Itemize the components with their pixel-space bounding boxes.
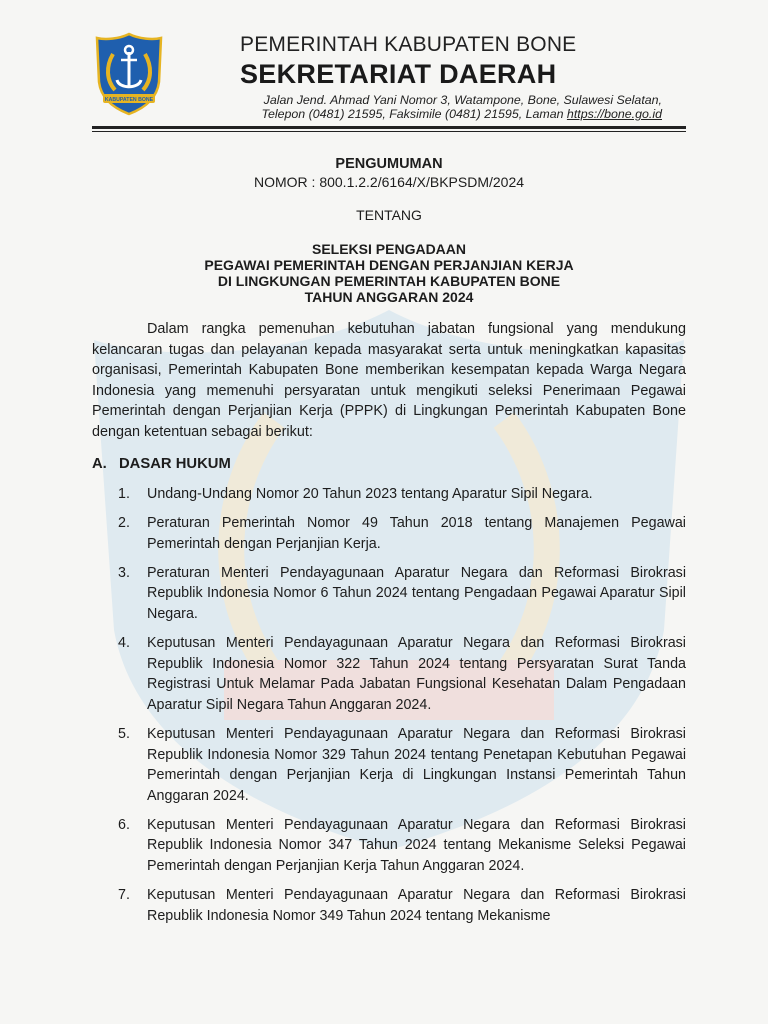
list-item-text: Peraturan Menteri Pendayagunaan Aparatur Negara dan Reformasi Birokrasi Republik Indonesia Nomor 6 Tahun 2024 tentang Pengadaan Pegawai Aparatur Sipil Negara.: [147, 564, 686, 622]
announcement-number: NOMOR : 800.1.2.2/6164/X/BKPSDM/2024: [253, 174, 525, 190]
list-item-number: 2.: [118, 515, 130, 532]
list-item-number: 4.: [118, 635, 130, 652]
office-name: SEKRETARIAT DAERAH: [240, 59, 557, 89]
list-item-text: Peraturan Pemerintah Nomor 49 Tahun 2018 tentang Manajemen Pegawai Pemerintah dengan Perjanjian Kerja.: [147, 515, 686, 552]
list-item: [118, 815, 686, 877]
logo-banner-text: KABUPATEN BONE: [104, 97, 154, 103]
letterhead-rule-thick: [92, 126, 686, 129]
list-item-number: 7.: [118, 887, 130, 904]
contact-text: Telepon (0481) 21595, Faksimile (0481) 21595, Laman: [261, 107, 567, 121]
address-line-2: [222, 107, 662, 121]
list-item: [118, 563, 686, 625]
list-item-text: Keputusan Menteri Pendayagunaan Aparatur Negara dan Reformasi Birokrasi Republik Indonesia Nomor 329 Tahun 2024 tentang Penetapan Kebutuhan Pegawai Pemerintah dengan Perjanjian Kerja di Lingkungan Instansi Pemerintah Tahun Anggaran 2024.: [147, 725, 686, 804]
website-link[interactable]: https://bone.go.id: [566, 107, 662, 121]
list-item: [118, 633, 686, 715]
subject-line-3: DI LINGKUNGAN PEMERINTAH KABUPATEN BONE: [217, 273, 561, 289]
government-name: PEMERINTAH KABUPATEN BONE: [240, 33, 577, 56]
section-a-heading: [92, 456, 231, 472]
list-item-number: 5.: [118, 725, 130, 742]
list-item: [118, 724, 686, 806]
section-letter: A.: [92, 456, 107, 472]
letterhead-rule-thin: [92, 131, 686, 132]
list-item-number: 6.: [118, 816, 130, 833]
list-item: [118, 513, 686, 554]
list-item-text: Keputusan Menteri Pendayagunaan Aparatur Negara dan Reformasi Birokrasi Republik Indonesia Nomor 349 Tahun 2024 tentang Mekanisme: [147, 887, 686, 924]
announcement-label: PENGUMUMAN: [335, 156, 443, 172]
legal-basis-list: [118, 484, 686, 935]
list-item-text: Keputusan Menteri Pendayagunaan Aparatur Negara dan Reformasi Birokrasi Republik Indonesia Nomor 322 Tahun 2024 tentang Persyaratan Surat Tanda Registrasi Untuk Melamar Pada Jabatan Fungsional Kesehatan Dalam Pengadaan Aparatur Sipil Negara Tahun Anggaran 2024.: [147, 635, 686, 713]
subject-line-1: SELEKSI PENGADAAN: [311, 241, 467, 257]
list-item-number: 1.: [118, 486, 130, 502]
subject-line-4: TAHUN ANGGARAN 2024: [304, 289, 474, 305]
list-item-text: Keputusan Menteri Pendayagunaan Aparatur Negara dan Reformasi Birokrasi Republik Indonesia Nomor 347 Tahun 2024 tentang Mekanisme Seleksi Pegawai Pemerintah dengan Perjanjian Kerja Tahun Anggaran 2024.: [147, 816, 686, 874]
address-line-1: Jalan Jend. Ahmad Yani Nomor 3, Watampone, Bone, Sulawesi Selatan,: [263, 93, 662, 107]
about-label: TENTANG: [356, 207, 422, 223]
list-item-text: Undang-Undang Nomor 20 Tahun 2023 tentang Aparatur Sipil Negara.: [147, 486, 593, 502]
list-item: [118, 484, 686, 505]
kabupaten-bone-emblem-icon: [93, 32, 165, 116]
list-item: [118, 885, 686, 926]
intro-paragraph: Dalam rangka pemenuhan kebutuhan jabatan fungsional yang mendukung kelancaran tugas dan pelayanan kepada masyarakat serta untuk meningkatkan kapasitas organisasi, Pemerintah Kabupaten Bone memberikan kesempatan kepada Warga Negara Indonesia yang memenuhi persyaratan untuk mengikuti seleksi Penerimaan Pegawai Pemerintah dengan Perjanjian Kerja (PPPK) di Lingkungan Pemerintah Kabupaten Bone dengan ketentuan sebagai berikut:: [92, 321, 686, 440]
list-item-number: 3.: [118, 564, 130, 581]
section-title: DASAR HUKUM: [119, 456, 231, 472]
subject-line-2: PEGAWAI PEMERINTAH DENGAN PERJANJIAN KERJA: [204, 257, 574, 273]
